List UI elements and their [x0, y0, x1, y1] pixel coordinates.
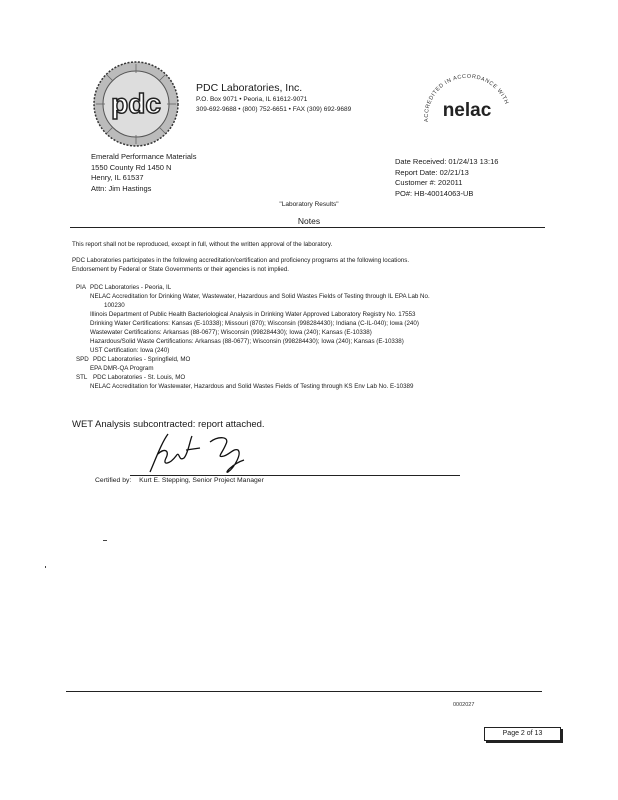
- pia-hazardous: Hazardous/Solid Waste Certifications: Arkansas (88-0677); Wisconsin (998284430); Iowa (240); Kansas (E-10338): [90, 338, 404, 345]
- location-name-spd: PDC Laboratories - Springfield, MO: [93, 356, 191, 363]
- company-name: PDC Laboratories, Inc.: [196, 82, 303, 94]
- note-reproduction: This report shall not be reproduced, except in full, without the written approval of the laboratory.: [72, 241, 333, 248]
- note-participation-2: Endorsement by Federal or State Governments or their agencies is not implied.: [72, 266, 290, 273]
- client-company: Emerald Performance Materials: [91, 152, 197, 161]
- signature: [140, 428, 260, 480]
- pdc-logo: [93, 61, 179, 147]
- date-received: Date Received: 01/24/13 13:16: [395, 157, 499, 166]
- section-title: "Laboratory Results": [279, 201, 339, 208]
- logo-lettering: pdc: [111, 88, 161, 119]
- report-meta-block: [395, 157, 498, 199]
- location-name-pia: PDC Laboratories - Peoria, IL: [90, 284, 172, 291]
- location-name-stl: PDC Laboratories - St. Louis, MO: [93, 374, 186, 381]
- company-address: P.O. Box 9071 • Peoria, IL 61612-9071: [196, 96, 308, 103]
- pia-ust: UST Certification: Iowa (240): [90, 347, 170, 354]
- pia-nelac: NELAC Accreditation for Drinking Water, Wastewater, Hazardous and Solid Wastes Fields of Testing through IL EPA Lab No.: [90, 293, 430, 300]
- document-number: 0002027: [453, 702, 475, 708]
- wet-analysis-note: WET Analysis subcontracted: report attached.: [72, 419, 265, 430]
- nelac-logo: [414, 66, 520, 132]
- location-code-stl: STL: [76, 374, 88, 381]
- client-address-block: [91, 152, 196, 194]
- client-street: 1550 County Rd 1450 N: [91, 162, 172, 172]
- pia-drinking-water: Drinking Water Certifications: Kansas (E-10338); Missouri (870); Wisconsin (998284430); Indiana (C-IL-040); Iowa (240): [90, 320, 419, 327]
- pia-nelac-number: 100230: [104, 302, 125, 309]
- nelac-ring-text: ACCREDITED IN ACCORDANCE WITH: [423, 73, 510, 123]
- section-title-text: Laboratory Results: [281, 201, 337, 208]
- page-number-box: Page 2 of 13: [484, 727, 561, 741]
- pia-wastewater: Wastewater Certifications: Arkansas (88-0677); Wisconsin (998284430); Iowa (240); Kansas (E-10338): [90, 329, 372, 336]
- nelac-lettering: nelac: [442, 100, 492, 121]
- note-participation-1: PDC Laboratories participates in the following accreditation/certification and proficiency programs at the following locations.: [72, 257, 410, 264]
- client-attention: Attn: Jim Hastings: [91, 183, 152, 193]
- footer-divider: [66, 691, 542, 692]
- scan-mark: [103, 540, 107, 541]
- pia-illinois: Illinois Department of Public Health Bacteriological Analysis in Drinking Water Approved Laboratory Registry No. 17553: [90, 311, 416, 318]
- report-date: Report Date: 02/21/13: [395, 167, 469, 177]
- notes-divider: [70, 227, 545, 228]
- certifier-name-title: Kurt E. Stepping, Senior Project Manager: [139, 477, 264, 484]
- location-code-spd: SPD: [76, 356, 89, 363]
- po-number: PO#: HB-40014063-UB: [395, 188, 474, 198]
- client-city: Henry, IL 61537: [91, 173, 144, 182]
- customer-number: Customer #: 202011: [395, 178, 463, 187]
- signature-line: [130, 475, 460, 476]
- notes-heading: Notes: [297, 216, 321, 226]
- location-code-pia: PIA: [76, 284, 86, 291]
- stl-nelac: NELAC Accreditation for Wastewater, Hazardous and Solid Wastes Fields of Testing through KS Env Lab No. E-10389: [90, 383, 414, 390]
- certified-by: [95, 477, 264, 484]
- spd-program: EPA DMR-QA Program: [90, 365, 154, 372]
- company-phone-fax: 309-692-9688 • (800) 752-6651 • FAX (309) 692-9689: [196, 106, 352, 113]
- scan-mark: [45, 566, 46, 568]
- certified-label: Certified by:: [95, 477, 132, 484]
